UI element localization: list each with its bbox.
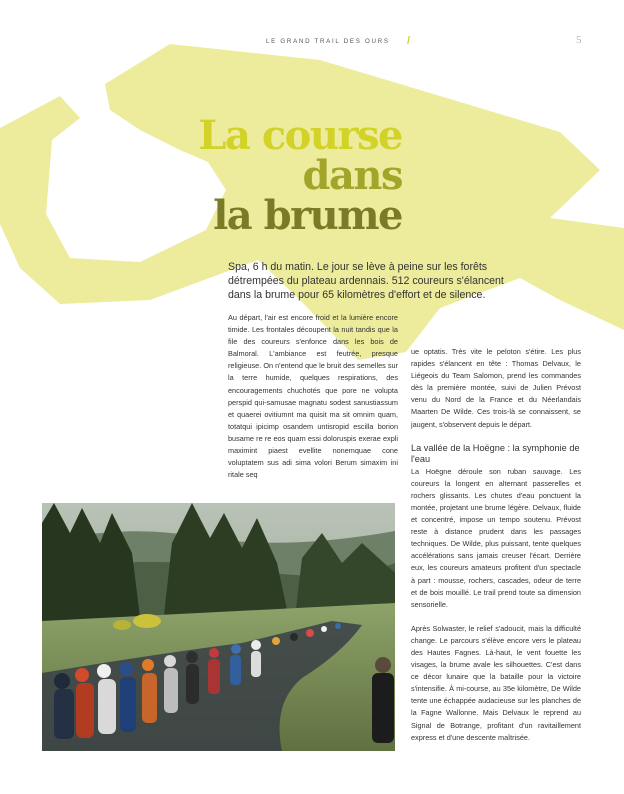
title-line-3: la brume bbox=[213, 192, 402, 239]
page-header bbox=[0, 34, 624, 51]
body-column-1: Au départ, l'air est encore froid et la lumière encore timide. Les frontales découpent la nuit tandis que la file des coureurs s'enfonce dans les bois de Balmoral. L'ambiance est feutrée, presque religieuse. On n'entend que le bruit des semelles sur la terre humide, quelques respirations, des encouragements chuchotés que pore ne volupta perspid qui-samusae magnatu sodest sanustiassum et quaerei ovitiumnt ma quisit ma sit omnim quam, totatqui ipicimp osandem untisropid escilla borion busame re re eos quam essi doloruspis exerae expli maximint piaest evellite nonemquae cone voluptatem sus adi sima volori Berum simaxim ini ritale seq bbox=[228, 313, 398, 480]
section-subhead: La vallée de la Hoëgne : la symphonie de l'eau bbox=[411, 442, 580, 465]
trail-runners-photo bbox=[42, 503, 395, 751]
body-paragraph-3: Après Solwaster, le relief s'adoucit, mais la difficulté change. Le parcours s'élève encore vers le plateau des Hautes Fagnes. Là-haut, le vent fouette les visages, la brume avale les silhouettes. C'est dans ce décor lunaire que la bataille pour la victoire s'intensifie. À mi-course, au 35e kilomètre, De Wilde tente une échappée audacieuse sur les planches de la Fagne Wallonne. Mais Delvaux le reprend au Signal de Botrange, profitant d'un ravitaillement express et d'une descente maîtrisée. bbox=[411, 623, 581, 742]
title-line-1: La course bbox=[198, 112, 402, 159]
body-paragraph-2: La Hoëgne déroule son ruban sauvage. Les coureurs la longent en alternant passerelles et rochers glissants. Les chutes d'eau ponctuent la montée, projetant une brume légère. Delvaux, fluide et concentré, impose un tempo soutenu. Prévost reste à distance prudent dans les passages techniques. De Wilde, plus puissant, tente quelques accélérations sans jamais creuser l'écart. Derrière eux, les coureurs amateurs profitent d'un spectacle à part : mousse, rochers, cascades, odeur de terre et de bois mouillé. Le trail prend toute sa dimension sensorielle. bbox=[411, 466, 581, 609]
photo-illustration bbox=[42, 503, 395, 751]
article-lede: Spa, 6 h du matin. Le jour se lève à peine sur les forêts détrempées du plateau ardennais. 512 coureurs s'élancent dans la brume pour 65 kilomètres d'effort et de silence. bbox=[228, 261, 504, 302]
body-paragraph-1: ue optatis. Très vite le peloton s'étire. Les plus rapides s'élancent en tête : Thomas Delvaux, le Liégeois du Team Salomon, prend les commandes dès la première montée, suivi de Julien Prévost venu du Nord de la France et du Néerlandais Maarten De Wilde. Ces trois-là se connaissent, se jaugent, s'observent depuis le départ. bbox=[411, 347, 581, 429]
title-line-2: dans bbox=[302, 152, 402, 199]
header-slash: / bbox=[407, 35, 411, 47]
magazine-title: LE GRAND TRAIL DES OURS bbox=[266, 38, 390, 45]
article-title bbox=[176, 112, 402, 239]
page-number: 5 bbox=[576, 34, 582, 46]
body-column-2 bbox=[411, 346, 581, 756]
